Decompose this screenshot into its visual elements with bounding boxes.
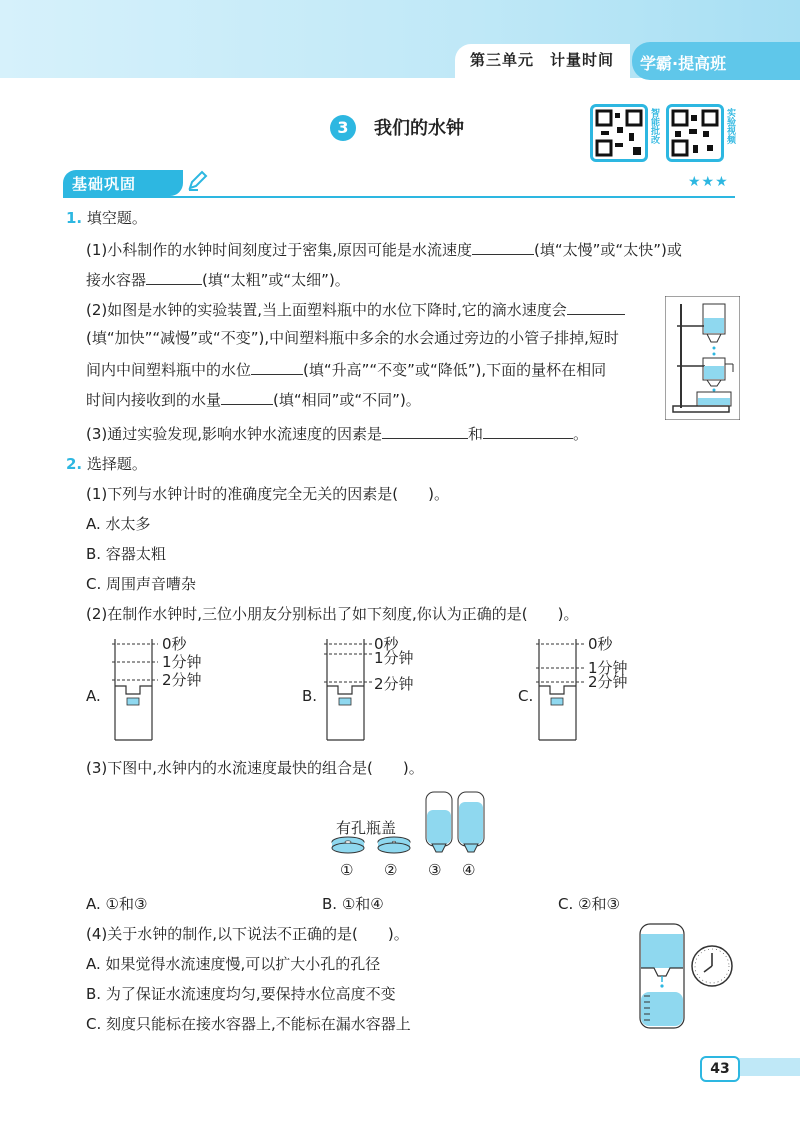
brand-text: 学霸·提高班 [640,54,727,73]
q1-part2-line2 [86,328,619,348]
figure-label: ③ [428,861,442,879]
figure-caption: 有孔瓶盖 [336,819,397,837]
text: (填“相同”或“不同”)。 [273,391,421,409]
text: 时间内接收到的水量 [86,391,222,409]
answer-blank[interactable] [251,358,303,375]
figure-label: ① [340,861,354,879]
q2-sub4-stem: (4)关于水钟的制作,以下说法不正确的是( )。 [86,925,409,943]
answer-blank[interactable] [567,298,625,315]
qr-icon [593,107,645,159]
q1-part2-line4 [86,388,421,410]
scale-lines-b [324,638,374,688]
page-band [735,1058,800,1076]
qr-code-video[interactable] [666,104,724,162]
text: (3)通过实验发现,影响水钟水流速度的因素是 [86,425,383,443]
scale-mark: 0秒 [162,635,187,653]
lesson-number: 3 [330,115,356,141]
qr-label-grading: 智能批改 [649,108,659,144]
choice-option[interactable]: C. ②和③ [558,895,620,913]
water-clock-figure [634,920,738,1032]
q2-sub1-stem: (1)下列与水钟计时的准确度完全无关的因素是( )。 [86,485,449,503]
answer-blank[interactable] [382,422,468,439]
answer-blank[interactable] [146,268,202,285]
pencil-icon [186,170,208,192]
water-clock-apparatus-figure [665,296,740,420]
answer-blank[interactable] [221,388,273,405]
text: 间内中间塑料瓶中的水位 [86,361,252,379]
choice-option[interactable]: B. ①和④ [322,895,384,913]
text: (填“升高”“不变”或“降低”),下面的量杯在相同 [303,361,607,379]
section-title: 基础巩固 [72,175,137,193]
text: (2)如图是水钟的实验装置,当上面塑料瓶中的水位下降时,它的滴水速度会 [86,301,567,319]
scale-mark: 1分钟 [374,649,414,667]
scale-mark: 2分钟 [162,671,202,689]
text: 接水容器 [86,271,147,289]
scale-lines-c [536,638,586,688]
question-title: 选择题。 [86,455,147,473]
question-1-title [66,208,147,228]
answer-blank[interactable] [472,238,534,255]
choice-option[interactable]: C. 周围声音嘈杂 [86,575,197,593]
scale-lines-a [112,638,160,688]
qr-icon [669,107,721,159]
text: (填“加快”“减慢”或“不变”),中间塑料瓶中多余的水会通过旁边的小管子排掉,短时 [86,329,619,347]
scale-mark: 2分钟 [588,673,628,691]
q2-sub3-stem: (3)下图中,水钟内的水流速度最快的组合是( )。 [86,759,424,777]
question-number: 1. [66,209,83,227]
lesson-title: 我们的水钟 [374,118,464,139]
question-number: 2. [66,455,83,473]
text: (填“太粗”或“太细”)。 [202,271,350,289]
scale-mark: 1分钟 [162,653,202,671]
difficulty-stars: ★★★ [688,174,729,190]
text: (1)小科制作的水钟时间刻度过于密集,原因可能是水流速度 [86,241,473,259]
choice-option[interactable]: C. 刻度只能标在接水容器上,不能标在漏水容器上 [86,1015,411,1033]
figure-b-letter[interactable]: B. [302,687,318,705]
scale-mark: 0秒 [588,635,613,653]
page-number: 43 [700,1056,740,1082]
scale-mark: 2分钟 [374,675,414,693]
text: 和 [468,425,484,443]
text: 。 [573,425,589,443]
q1-part2-line1 [86,298,625,320]
q1-part1-line2 [86,268,350,290]
question-title: 填空题。 [86,209,147,227]
figure-label: ② [384,861,398,879]
qr-label-video: 实验视频 [725,108,735,144]
text: (填“太慢”或“太快”)或 [534,241,682,259]
q1-part1-line1 [86,238,682,260]
bottle-caps-figure [328,786,492,858]
figure-c-letter[interactable]: C. [518,687,534,705]
scale-mark: 1分钟 [588,659,628,677]
choice-option[interactable]: A. 水太多 [86,515,151,533]
unit-label: 第三单元 计量时间 [470,51,615,69]
choice-option[interactable]: A. ①和③ [86,895,148,913]
choice-option[interactable]: B. 容器太粗 [86,545,166,563]
figure-a-letter[interactable]: A. [86,687,101,705]
q2-sub2-stem: (2)在制作水钟时,三位小朋友分别标出了如下刻度,你认为正确的是( )。 [86,605,579,623]
figure-label: ④ [462,861,476,879]
q1-part3 [86,422,588,444]
question-2-title [66,454,147,474]
qr-code-grading[interactable] [590,104,648,162]
choice-option[interactable]: A. 如果觉得水流速度慢,可以扩大小孔的孔径 [86,955,381,973]
q1-part2-line3 [86,358,606,380]
answer-blank[interactable] [483,422,573,439]
scale-mark: 0秒 [374,635,399,653]
section-divider [63,196,735,198]
choice-option[interactable]: B. 为了保证水流速度均匀,要保持水位高度不变 [86,985,396,1003]
